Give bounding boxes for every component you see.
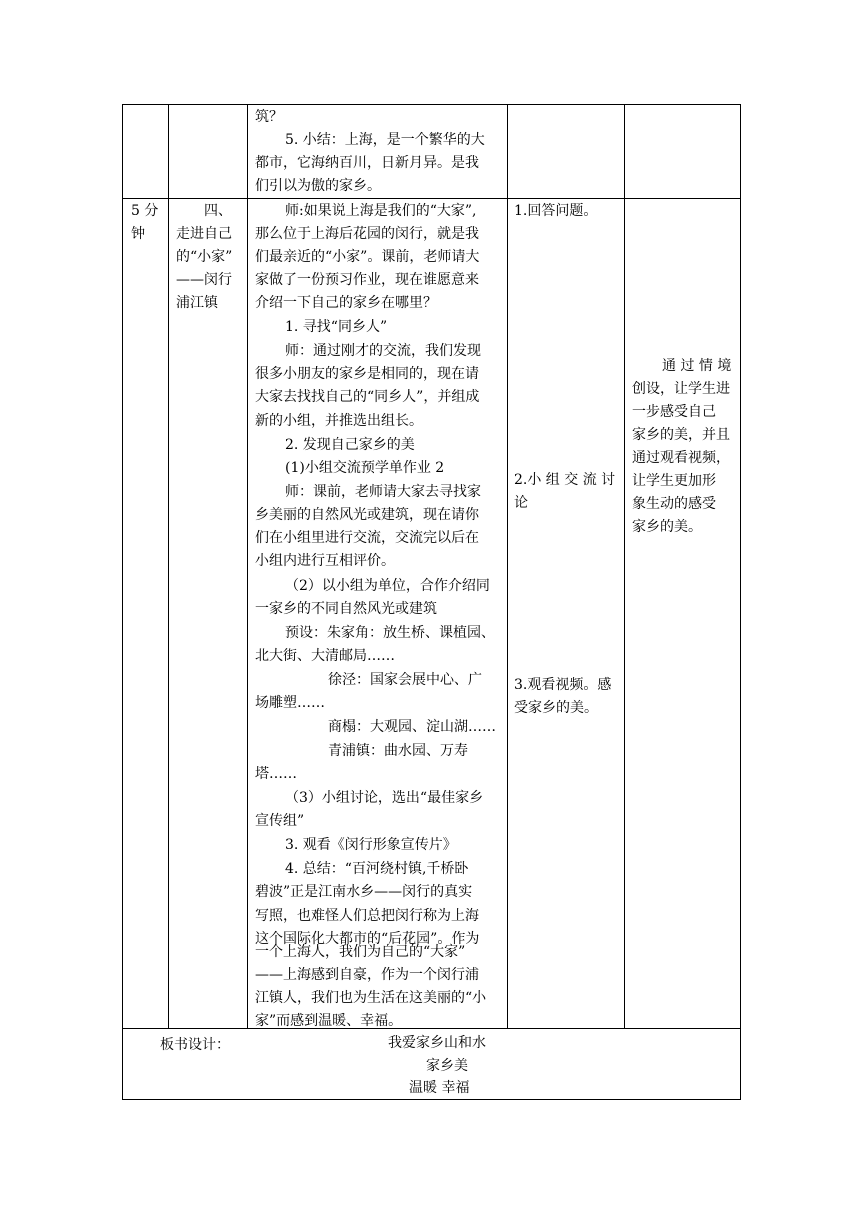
content-line: 预设：朱家角：放生桥、课植园、: [285, 625, 495, 641]
content-line: 们最亲近的“小家”。课前，老师请大: [255, 249, 480, 265]
col-divider-2: [247, 104, 248, 1029]
table-left-border: [122, 104, 123, 1100]
content-line: 2. 发现自己家乡的美: [285, 437, 415, 453]
prev-line-3: 都市，它海纳百川，日新月异。是我: [255, 155, 479, 171]
stage-line-5: 浦江镇: [176, 295, 218, 311]
intent-line-1: 通 过 情 境: [662, 358, 732, 374]
col-divider-3: [507, 104, 508, 1029]
table-top-border: [122, 104, 741, 105]
stage-line-1: 四、: [204, 203, 232, 219]
student-item-1: 1.回答问题。: [514, 203, 598, 219]
content-line: 师:如果说上海是我们的“大家”,: [285, 203, 477, 219]
row-divider-1: [122, 198, 741, 199]
stage-line-4: ——闵行: [176, 272, 232, 288]
content-line: 这个国际化大都市的“后花园”。作为: [255, 931, 480, 947]
student-item-3-line-2: 受家乡的美。: [514, 700, 598, 716]
intent-line-4: 家乡的美，并且: [632, 427, 730, 443]
time-line-1: 5 分: [131, 203, 159, 219]
board-line-2: 家乡美: [426, 1058, 468, 1074]
content-line: 场雕塑……: [255, 695, 325, 711]
content-line: (1)小组交流预学单作业 2: [285, 460, 445, 476]
content-line: 宣传组”: [255, 813, 305, 829]
prev-line-4: 们引以为傲的家乡。: [255, 178, 381, 194]
student-item-3-line-1: 3.观看视频。感: [514, 677, 612, 693]
content-line: 塔……: [255, 766, 297, 782]
content-line: 青浦镇：曲水园、万寿: [328, 743, 468, 759]
col-divider-1: [168, 104, 169, 1029]
content-line: 3. 观看《闵行形象宣传片》: [285, 837, 457, 853]
content-line: 大家去找找自己的“同乡人”，并组成: [255, 389, 480, 405]
board-line-1: 我爱家乡山和水: [388, 1035, 486, 1051]
content-line: 乡美丽的自然风光或建筑，现在请你: [255, 507, 479, 523]
content-line: 写照，也难怪人们总把闵行称为上海: [255, 908, 479, 924]
content-line: 徐泾：国家会展中心、广: [328, 672, 482, 688]
content-line: ——上海感到自豪，作为一个闵行浦: [255, 967, 479, 983]
content-line: 们在小组里进行交流，交流完以后在: [255, 530, 479, 546]
intent-line-7: 象生动的感受: [632, 496, 716, 512]
intent-line-6: 让学生更加形: [632, 473, 716, 489]
content-line: 师：课前，老师请大家去寻找家: [285, 484, 481, 500]
content-line: 一家乡的不同自然风光或建筑: [255, 601, 437, 617]
content-line: 家做了一份预习作业，现在谁愿意来: [255, 272, 479, 288]
table-right-border: [740, 104, 741, 1100]
content-line: 碧波”正是江南水乡——闵行的真实: [255, 884, 473, 900]
stage-line-2: 走进自己: [176, 226, 232, 242]
content-line: 家”而感到温暖、幸福。: [255, 1013, 403, 1029]
content-line: （2）以小组为单位，合作介绍同: [285, 578, 490, 594]
intent-line-2: 创设，让学生进: [632, 381, 730, 397]
time-line-2: 钟: [131, 226, 145, 242]
intent-line-3: 一步感受自己: [632, 404, 716, 420]
content-line: 北大街、大清邮局……: [255, 648, 395, 664]
intent-line-5: 通过观看视频，: [632, 450, 730, 466]
prev-line-2: 5. 小结：上海，是一个繁华的大: [285, 132, 485, 148]
student-item-2-line-2: 论: [514, 495, 528, 511]
student-item-2-line-1: 2.小 组 交 流 讨: [514, 472, 616, 488]
content-line: 一个上海人，我们为自己的“大家”: [255, 944, 466, 960]
stage-line-3: 的“小家”: [176, 249, 233, 265]
board-design-label: 板书设计：: [160, 1037, 230, 1053]
content-line: 1. 寻找“同乡人”: [285, 319, 388, 335]
content-line: （3）小组讨论，选出“最佳家乡: [285, 790, 484, 806]
prev-line-1: 筑？: [255, 109, 283, 125]
content-line: 4. 总结：“百河绕村镇,千桥卧: [285, 861, 469, 877]
row-divider-2: [122, 1028, 741, 1029]
content-line: 商榻：大观园、淀山湖……: [328, 719, 496, 735]
content-line: 很多小朋友的家乡是相同的，现在请: [255, 366, 479, 382]
board-line-3: 温暖 幸福: [409, 1080, 470, 1096]
col-divider-4: [624, 104, 625, 1029]
content-line: 介绍一下自己的家乡在哪里？: [255, 295, 437, 311]
content-line: 小组内进行互相评价。: [255, 553, 395, 569]
content-line: 江镇人，我们也为生活在这美丽的“小: [255, 990, 487, 1006]
content-line: 新的小组，并推选出组长。: [255, 413, 423, 429]
content-line: 师：通过刚才的交流，我们发现: [285, 343, 481, 359]
intent-line-8: 家乡的美。: [632, 519, 702, 535]
content-line: 那么位于上海后花园的闵行，就是我: [255, 226, 479, 242]
